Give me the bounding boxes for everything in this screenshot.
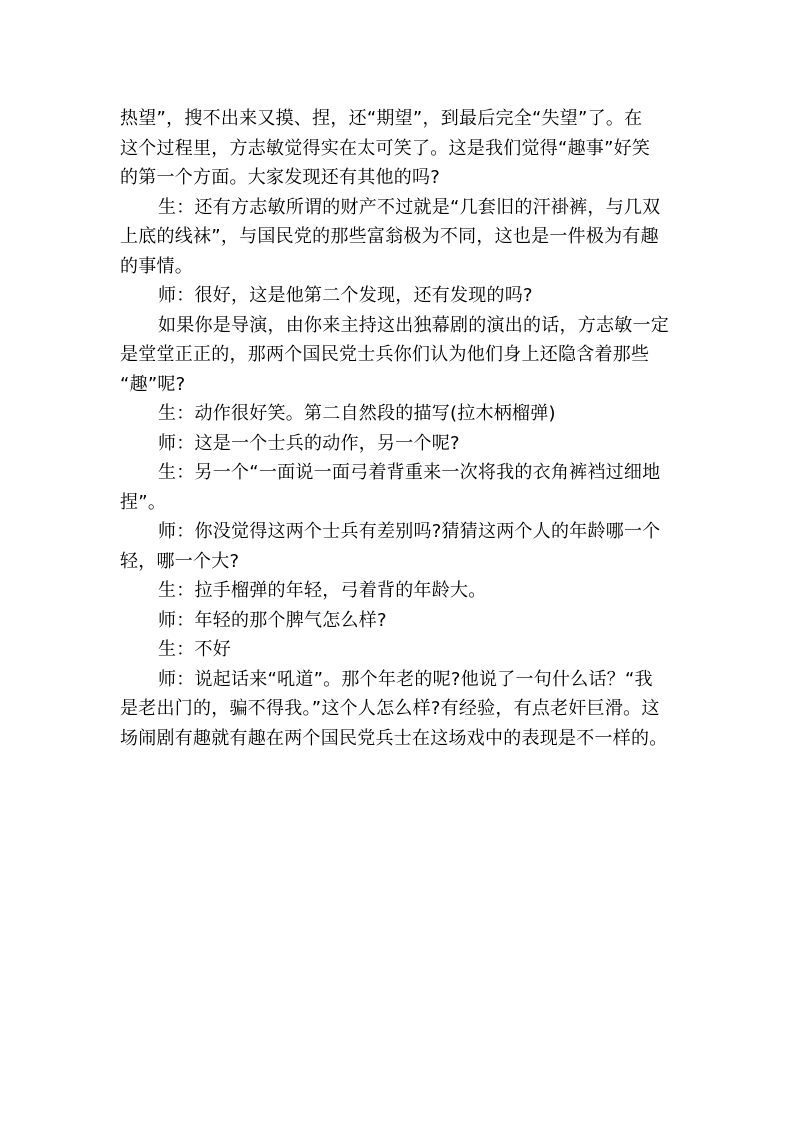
paragraph-4 [120,311,676,400]
paragraph-1 [120,104,676,193]
text-line: 是堂堂正正的，那两个国民党士兵你们认为他们身上还隐含着那些 [120,344,650,365]
paragraph-7 [120,458,676,517]
paragraph-2 [120,193,676,282]
text-line: 师：你没觉得这两个士兵有差别吗?猜猜这两个人的年龄哪一个 [158,521,661,542]
paragraph-8 [120,517,676,576]
paragraph-9 [120,576,676,606]
text-line: 生：另一个“一面说一面弓着背重来一次将我的衣角裤裆过细地 [158,462,661,483]
text-line: 生：还有方志敏所谓的财产不过就是“几套旧的汗褂裤，与几双 [158,196,661,218]
paragraph-11 [120,635,676,665]
paragraph-12 [120,665,676,754]
text-line: 师：很好，这是他第二个发现，还有发现的吗? [158,285,533,306]
text-line: 这个过程里，方志敏觉得实在太可笑了。这是我们觉得“趣事”好笑 [120,137,651,159]
text-line: 热望”，搜不出来又摸、捏，还“期望”，到最后完全“失望”了。在 [120,108,643,129]
document-body [120,104,676,753]
paragraph-10 [120,606,676,636]
text-line: 师：年轻的那个脾气怎么样? [158,609,387,631]
text-line: “趣”呢? [120,373,186,395]
paragraph-6 [120,429,676,459]
text-line: 的事情。 [120,255,193,277]
text-line: 师：说起话来“吼道”。那个年老的呢?他说了一句什么话？“我 [158,668,653,690]
paragraph-5 [120,399,676,429]
text-line: 的第一个方面。大家发现还有其他的吗? [120,167,441,188]
text-line: 捏”。 [120,491,167,513]
text-line: 场闹剧有趣就有趣在两个国民党兵士在这场戏中的表现是不一样的。 [120,727,668,749]
text-line: 生：动作很好笑。第二自然段的描写(拉木柄榴弹) [158,403,556,424]
text-line: 是老出门的，骗不得我。”这个人怎么样?有经验，有点老奸巨滑。这 [120,698,660,719]
text-line: 如果你是导演，由你来主持这出独幕剧的演出的话，方志敏一定 [158,314,669,336]
text-line: 生：不好 [158,639,231,660]
text-line: 上底的线袜”，与国民党的那些富翁极为不同，这也是一件极为有趣 [120,226,659,247]
text-line: 师：这是一个士兵的动作，另一个呢? [158,432,460,454]
paragraph-3 [120,281,676,311]
text-line: 轻，哪一个大? [120,550,240,572]
text-line: 生：拉手榴弹的年轻，弓着背的年龄大。 [158,580,487,601]
